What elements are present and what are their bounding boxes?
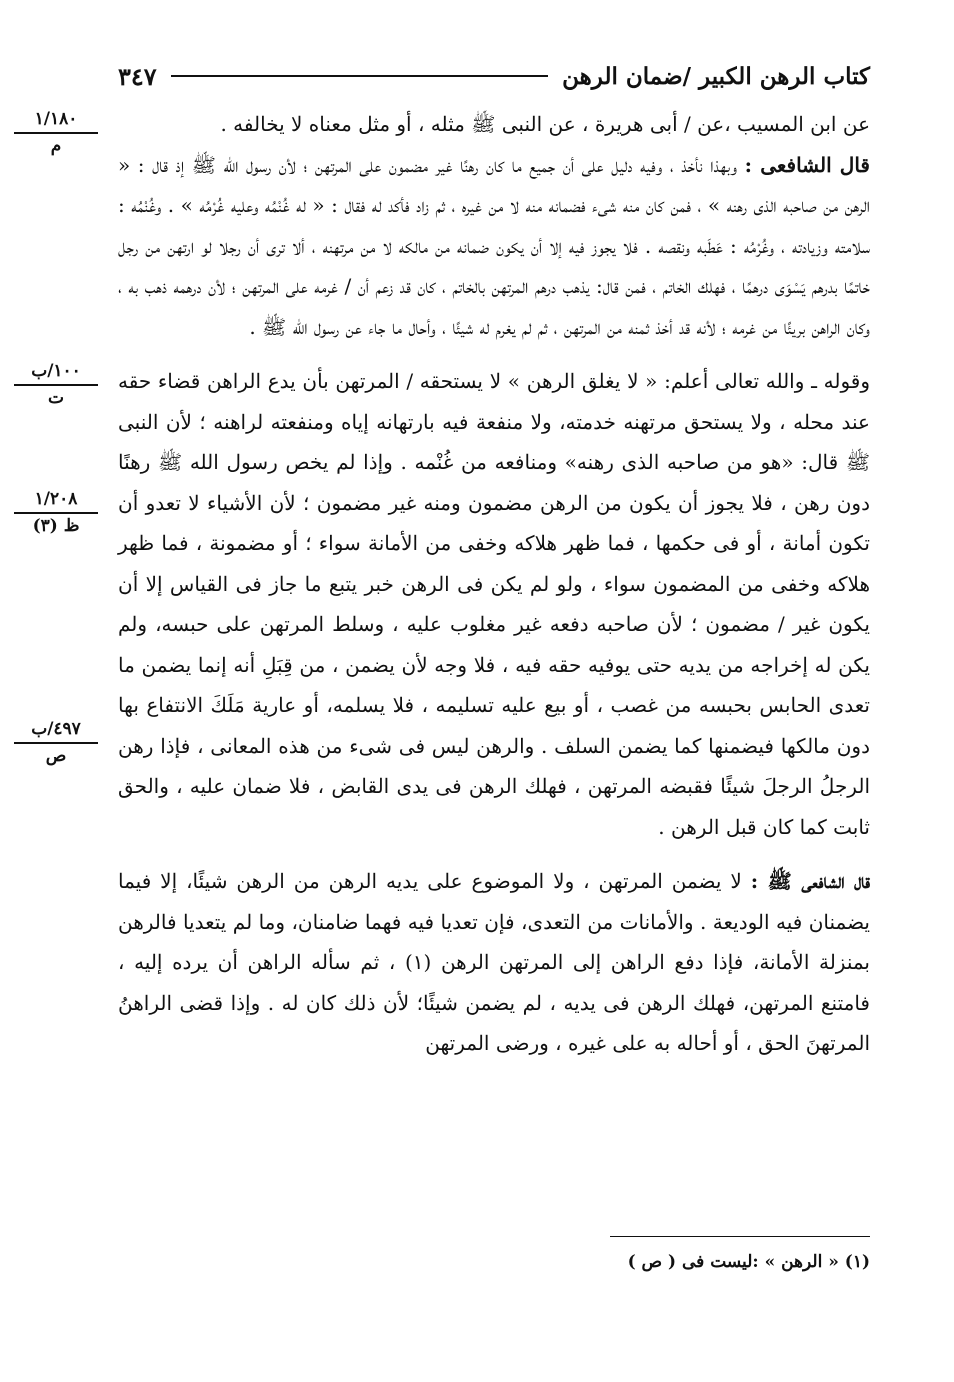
paragraph [118,145,870,348]
margin-reference [14,718,98,767]
margin-reference [14,108,98,157]
speaker-label: قال الشافعى ﷺ : [750,869,870,893]
header-rule [171,75,549,77]
margin-ref-siglum: ت [47,388,64,408]
page-header [118,52,870,100]
margin-ref-siglum: م [50,136,62,156]
footnote-rule [610,1236,870,1237]
running-title: كتاب الرهن الكبير /ضمان الرهن [562,62,870,90]
paragraph [118,361,870,847]
margin-ref-folio: ١٠٠/ب [14,360,98,386]
margin-ref-siglum: ظ (٣) [32,516,80,536]
margin-ref-folio: ١/٢٠٨ [14,488,98,514]
paragraph-text: لا يضمن المرتهن ، ولا الموضوع على يديه الرهن من الرهن شيئًا، إلا فيما يضمنان فيه الوديعة . والأمانات من التعدى، فإن تعديا فيه فهما ضامنان، وما لم يتعديا فالرهن بمنزلة الأمانة، فإذا دفع الراهن إلى المرتهن الرهن (١) ، ثم سأله الراهن أن يرده إليه ، فامتنع المرتهن، فهلك الرهن فى يديه ، لم يضمن شيئًا؛ لأن ذلك كان له . وإذا قضى الراهنُ المرتهنَ الحق ، أو أحاله به على غيره ، ورضى المرتهن [118,869,870,1055]
margin-ref-siglum: ص [45,746,67,766]
footnote: (١) « الرهن » :ليست فى ( ص ) [627,1252,870,1272]
margin-reference [14,488,98,537]
speaker-label: قال الشافعى : [744,152,870,177]
page-number: ٣٤٧ [118,61,157,91]
paragraph-text: وقوله ـ والله تعالى أعلم: « لا يغلق الرهن » لا يستحقه / المرتهن بأن يدع الراهن قضاء حقه عند محله ، ولا يستحق مرتهنه خدمته، ولا منفعة فيه بارتهانه إياه ومنفعته لراهنه ؛ لأن النبى ﷺ قال: «هو من صاحبه الذى رهنه» ومنافعه من غُنْمه . وإذا لم يخص رسول الله ﷺ رهنًا دون رهن ، فلا يجوز أن يكون من الرهن مضمون ومنه غير مضمون ؛ لأن الأشياء لا تعدو أن تكون أمانة ، أو فى حكمها ، فما ظهر هلاكه وخفى من الأمانة سواء ؛ أو مضمونة ، فما ظهر هلاكه وخفى من المضمون سواء ، ولو لم يكن فى الرهن خبر يتبع ما جاز فى القياس إلا أن يكون غير / مضمون ؛ لأن صاحبه دفعه غير مغلوب عليه ، وسلط المرتهن على حبسه، ولم يكن له إخراجه من يديه حتى يوفيه حقه فيه ، فلا وجه لأن يضمن ، من قِبَلِ أنه إنما يضمن ما تعدى الحابس بحبسه من غصب ، أو بيع عليه تسليمه ، فلا يسلمه، أو عارية مَلَكَ الانتفاع بها دون مالكها فيضمنها كما يضمن السلف . والرهن ليس فى شىء من هذه المعانى ، فإذا رهن الرجلُ الرجلَ شيئًا فقبضه المرتهن ، فهلك الرهن فى يدى القابض ، فلا ضمان عليه ، والحق ثابت كما كان قبل الرهن . [118,369,870,839]
paragraph-text: عن ابن المسيب ،عن / أبى هريرة ، عن النبى ﷺ مثله ، أو مثل معناه لا يخالفه . [220,112,870,136]
margin-ref-folio: ٤٩٧/ب [14,718,98,744]
paragraph [118,861,870,1064]
main-text [118,104,870,1064]
paragraph [118,104,870,145]
margin-reference [14,360,98,409]
paragraph-text: وبهذا نأخذ ، وفيه دليل على أن جميع ما كان رهنًا غير مضمون على المرتهن ؛ لأن رسول الله ﷺ إذ قال : « الرهن من صاحبه الذى رهنه » ، فمن كان منه شىء فضمانه منه لا من غيره ، ثم زاد فأكد له فقال : « له غُنْمُه وعليه غُرْمُه » . وغُنْمُه : سلامته وزيادته ، وغُرْمُه : عَطَبه ونقصه . فلا يجوز فيه إلا أن يكون ضمانه من مالكه لا من مرتهنه ، ألا ترى أن رجلا لو ارتهن من رجل خاتمًا بدرهم يَسْوَى درهمًا ، فهلك الخاتم ، فمن قال: يذهب درهم المرتهن بالخاتم ، كان قد زعم أن / غرمه على المرتهن ؛ لأن درهمه ذهب به ، وكان الراهن بريئًا من غرمه ؛ لأنه قد أخذ ثمنه من المرتهن ، ثم لم يغرم له شيئًا ، وأحال ما جاء عن رسول الله ﷺ . [118,152,870,339]
margin-ref-folio: ١/١٨٠ [14,108,98,134]
